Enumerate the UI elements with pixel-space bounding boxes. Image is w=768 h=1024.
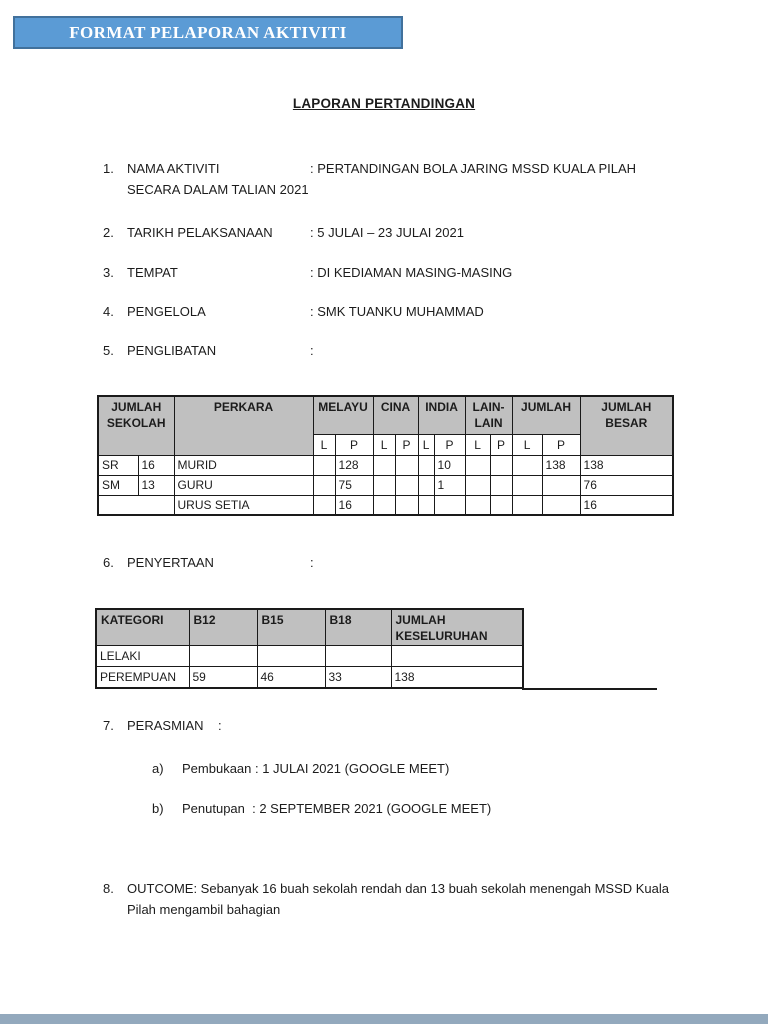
- header-b15: B15: [257, 609, 325, 645]
- next-page-edge-strip: [0, 1014, 768, 1024]
- cell-india-l: [418, 455, 434, 475]
- item-perasmian: [0, 718, 768, 736]
- cell-lain-p: [490, 475, 512, 495]
- cell-b18: 33: [325, 666, 391, 688]
- cell-b18: [325, 645, 391, 666]
- table-row-murid: [98, 455, 673, 475]
- cell-b15: 46: [257, 666, 325, 688]
- item-label: TEMPAT: [127, 265, 178, 280]
- header-jumlah: JUMLAH: [512, 396, 580, 434]
- item-outcome: [0, 881, 768, 899]
- header-melayu: MELAYU: [313, 396, 373, 434]
- cell-kategori: LELAKI: [96, 645, 189, 666]
- item-value: :: [310, 343, 314, 358]
- cell-school-type: SR: [98, 455, 138, 475]
- cell-jumlah-l: [512, 475, 542, 495]
- item-value: : 5 JULAI – 23 JULAI 2021: [310, 225, 464, 240]
- item-value: : SMK TUANKU MUHAMMAD: [310, 304, 484, 319]
- item-continuation: Pilah mengambil bahagian: [127, 902, 281, 917]
- header-jumlah-keseluruhan: JUMLAH KESELURUHAN: [391, 609, 523, 645]
- header-lain-lain: LAIN-LAIN: [465, 396, 512, 434]
- item-number: 1.: [103, 161, 114, 176]
- cell-jumlah-besar: 76: [580, 475, 673, 495]
- cell-b15: [257, 645, 325, 666]
- item-tarikh-pelaksanaan: [0, 225, 768, 243]
- table-extension-line: [522, 688, 657, 690]
- item-nama-aktiviti-continuation: [0, 182, 768, 200]
- subheader-l: L: [418, 434, 434, 455]
- penglibatan-table: [97, 395, 674, 516]
- cell-jumlah: [391, 645, 523, 666]
- sub-item-text: Penutupan : 2 SEPTEMBER 2021 (GOOGLE MEET): [182, 801, 492, 816]
- cell-lain-l: [465, 495, 490, 515]
- subheader-l: L: [313, 434, 335, 455]
- cell-melayu-l: [313, 455, 335, 475]
- cell-india-p: [434, 495, 465, 515]
- item-tempat: [0, 265, 768, 283]
- cell-cina-p: [395, 455, 418, 475]
- cell-school-count: 13: [138, 475, 174, 495]
- header-kategori: KATEGORI: [96, 609, 189, 645]
- cell-india-l: [418, 495, 434, 515]
- header-cina: CINA: [373, 396, 418, 434]
- cell-jumlah-besar: 138: [580, 455, 673, 475]
- item-label: TARIKH PELAKSANAAN: [127, 225, 273, 240]
- cell-perkara: GURU: [174, 475, 313, 495]
- sub-item-letter: b): [152, 801, 164, 816]
- cell-lain-l: [465, 475, 490, 495]
- cell-cina-p: [395, 495, 418, 515]
- cell-cina-l: [373, 495, 395, 515]
- subheader-l: L: [465, 434, 490, 455]
- cell-lain-l: [465, 455, 490, 475]
- item-number: 7.: [103, 718, 114, 733]
- cell-b12: 59: [189, 666, 257, 688]
- cell-melayu-p: 128: [335, 455, 373, 475]
- cell-school-count: 16: [138, 455, 174, 475]
- table-row-lelaki: [96, 645, 523, 666]
- header-b18: B18: [325, 609, 391, 645]
- sub-item-letter: a): [152, 761, 164, 776]
- item-value: : PERTANDINGAN BOLA JARING MSSD KUALA PILAH: [310, 161, 637, 176]
- cell-jumlah: 138: [391, 666, 523, 688]
- cell-perkara: URUS SETIA: [174, 495, 313, 515]
- item-number: 3.: [103, 265, 114, 280]
- cell-india-p: 1: [434, 475, 465, 495]
- subheader-l: L: [373, 434, 395, 455]
- cell-cina-l: [373, 475, 395, 495]
- cell-cina-l: [373, 455, 395, 475]
- cell-melayu-p: 16: [335, 495, 373, 515]
- item-label: PENGLIBATAN: [127, 343, 217, 358]
- cell-jumlah-p: 138: [542, 455, 580, 475]
- penyertaan-table: [95, 608, 524, 689]
- item-label: PERASMIAN: [127, 718, 204, 733]
- item-number: 5.: [103, 343, 114, 358]
- cell-lain-p: [490, 495, 512, 515]
- item-number: 4.: [103, 304, 114, 319]
- table-row-perempuan: [96, 666, 523, 688]
- cell-cina-p: [395, 475, 418, 495]
- table-row-guru: [98, 475, 673, 495]
- cell-india-p: 10: [434, 455, 465, 475]
- cell-jumlah-p: [542, 475, 580, 495]
- cell-melayu-l: [313, 475, 335, 495]
- sub-item-text: Pembukaan : 1 JULAI 2021 (GOOGLE MEET): [182, 761, 450, 776]
- subheader-p: P: [542, 434, 580, 455]
- item-number: 2.: [103, 225, 114, 240]
- cell-india-l: [418, 475, 434, 495]
- cell-lain-p: [490, 455, 512, 475]
- header-jumlah-sekolah: JUMLAH SEKOLAH: [98, 396, 174, 455]
- cell-school-empty: [98, 495, 174, 515]
- page-title: LAPORAN PERTANDINGAN: [292, 96, 476, 111]
- cell-jumlah-l: [512, 495, 542, 515]
- item-nama-aktiviti: [0, 161, 768, 179]
- cell-perkara: MURID: [174, 455, 313, 475]
- cell-melayu-p: 75: [335, 475, 373, 495]
- item-label: PENYERTAAN: [127, 555, 214, 570]
- subheader-p: P: [434, 434, 465, 455]
- header-jumlah-besar: JUMLAH BESAR: [580, 396, 673, 455]
- item-penglibatan: [0, 343, 768, 361]
- cell-school-type: SM: [98, 475, 138, 495]
- item-value: :: [310, 555, 314, 570]
- cell-melayu-l: [313, 495, 335, 515]
- subheader-p: P: [335, 434, 373, 455]
- subheader-l: L: [512, 434, 542, 455]
- item-penyertaan: [0, 555, 768, 573]
- item-label: PENGELOLA: [127, 304, 206, 319]
- cell-kategori: PEREMPUAN: [96, 666, 189, 688]
- item-continuation: SECARA DALAM TALIAN 2021: [127, 182, 309, 197]
- item-number: 8.: [103, 881, 114, 896]
- cell-jumlah-besar: 16: [580, 495, 673, 515]
- format-pelaporan-banner: FORMAT PELAPORAN AKTIVITI: [13, 16, 403, 49]
- item-label: OUTCOME: Sebanyak 16 buah sekolah rendah dan 13 buah sekolah menengah MSSD Kuala: [127, 881, 670, 896]
- item-value: : DI KEDIAMAN MASING-MASING: [310, 265, 513, 280]
- table-row-urus-setia: [98, 495, 673, 515]
- cell-jumlah-l: [512, 455, 542, 475]
- item-value: :: [218, 718, 222, 733]
- item-label: NAMA AKTIVITI: [127, 161, 220, 176]
- subheader-p: P: [395, 434, 418, 455]
- header-perkara: PERKARA: [174, 396, 313, 455]
- subheader-p: P: [490, 434, 512, 455]
- cell-jumlah-p: [542, 495, 580, 515]
- header-india: INDIA: [418, 396, 465, 434]
- cell-b12: [189, 645, 257, 666]
- item-pengelola: [0, 304, 768, 322]
- item-outcome-continuation: [0, 902, 768, 920]
- item-number: 6.: [103, 555, 114, 570]
- header-b12: B12: [189, 609, 257, 645]
